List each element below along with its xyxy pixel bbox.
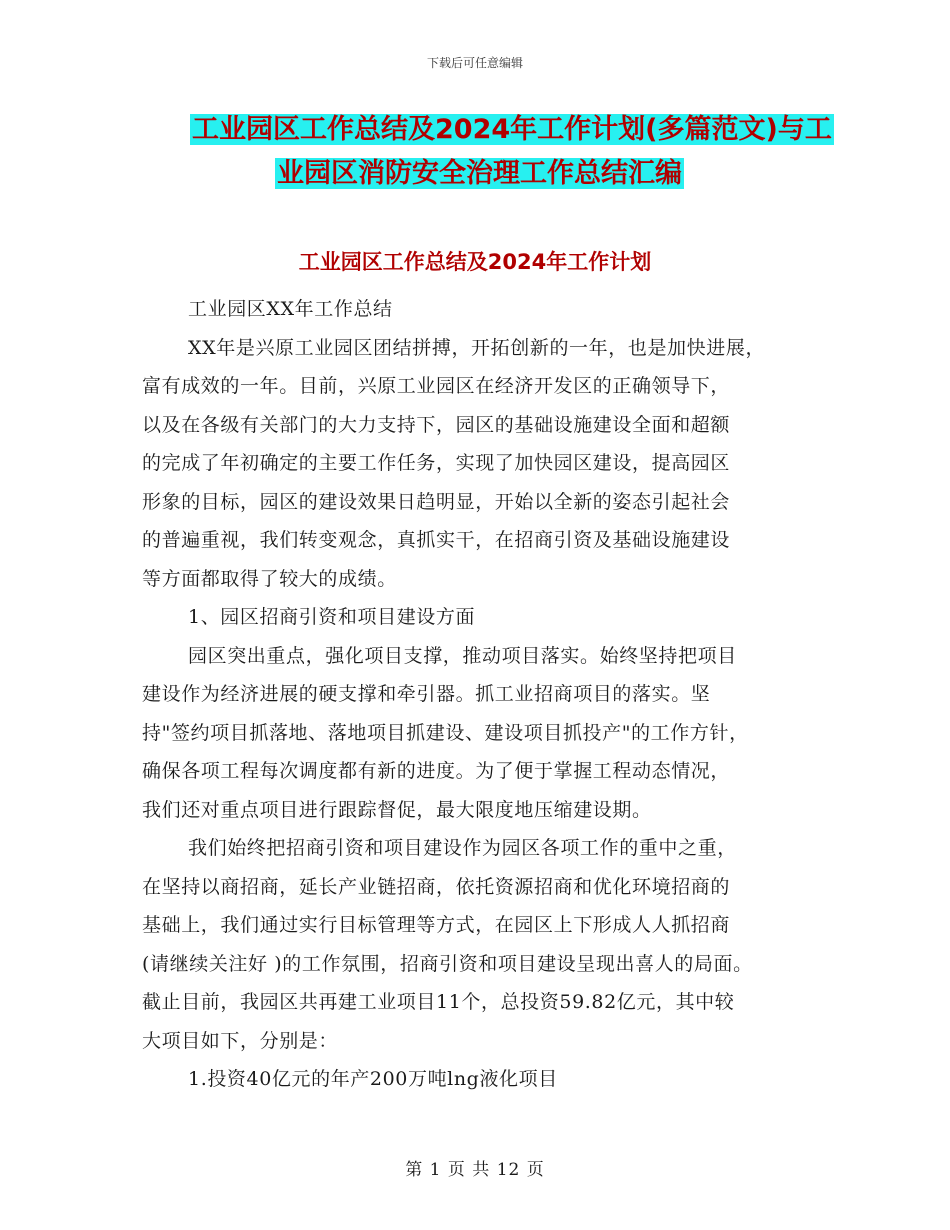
body-line: 的完成了年初确定的主要工作任务，实现了加快园区建设，提高园区 bbox=[142, 452, 731, 474]
body-line: 1.投资40亿元的年产200万吨lng液化项目 bbox=[188, 1068, 558, 1090]
body-line: 富有成效的一年。目前，兴原工业园区在经济开发区的正确领导下， bbox=[142, 375, 731, 397]
section-title: 工业园区工作总结及2024年工作计划 bbox=[298, 250, 652, 274]
body-line: 我们还对重点项目进行跟踪督促，最大限度地压缩建设期。 bbox=[142, 798, 652, 821]
document-title-line-1-text: 工业园区工作总结及2024年工作计划(多篇范文)与工 bbox=[192, 114, 832, 145]
body-line: 在坚持以商招商，延长产业链招商，依托资源招商和优化环境招商的 bbox=[142, 875, 731, 898]
body-line: 基础上，我们通过实行目标管理等方式，在园区上下形成人人抓招商 bbox=[142, 914, 731, 936]
body-line: 园区突出重点，强化项目支撑，推动项目落实。始终坚持把项目 bbox=[188, 644, 737, 667]
body-line: 我们始终把招商引资和项目建设作为园区各项工作的重中之重， bbox=[188, 837, 737, 859]
body-line: XX年是兴原工业园区团结拼搏，开拓创新的一年，也是加快进展， bbox=[188, 336, 766, 359]
body-line: 大项目如下，分别是： bbox=[142, 1029, 339, 1052]
body-line: 1、园区招商引资和项目建设方面 bbox=[188, 606, 476, 628]
body-line: 工业园区XX年工作总结 bbox=[188, 298, 393, 320]
body-line: 的普遍重视，我们转变观念，真抓实干，在招商引资及基础设施建设 bbox=[142, 529, 731, 551]
body-line: 形象的目标，园区的建设效果日趋明显，开始以全新的姿态引起社会 bbox=[142, 490, 731, 513]
body-line: 持"签约项目抓落地、落地项目抓建设、建设项目抓投产"的工作方针， bbox=[142, 721, 749, 744]
body-text bbox=[142, 290, 822, 1099]
body-line: 建设作为经济进展的硬支撑和牵引器。抓工业招商项目的落实。坚 bbox=[142, 683, 711, 705]
body-line: (请继续关注好 )的工作氛围，招商引资和项目建设呈现出喜人的局面。 bbox=[142, 952, 753, 975]
body-line: 确保各项工程每次调度都有新的进度。为了便于掌握工程动态情况， bbox=[142, 760, 731, 782]
document-title-line-2 bbox=[0, 154, 950, 194]
body-line: 以及在各级有关部门的大力支持下，园区的基础设施建设全面和超额 bbox=[142, 413, 731, 436]
header-note: 下载后可任意编辑 bbox=[426, 56, 523, 70]
document-title-line-2-text: 业园区消防安全治理工作总结汇编 bbox=[277, 158, 682, 189]
body-line: 截止目前，我园区共再建工业项目11个，总投资59.82亿元，其中较 bbox=[142, 991, 735, 1013]
document-title-line-1 bbox=[0, 110, 950, 150]
page-footer: 第 1 页 共 12 页 bbox=[405, 1160, 545, 1180]
body-line: 等方面都取得了较大的成绩。 bbox=[142, 567, 397, 590]
